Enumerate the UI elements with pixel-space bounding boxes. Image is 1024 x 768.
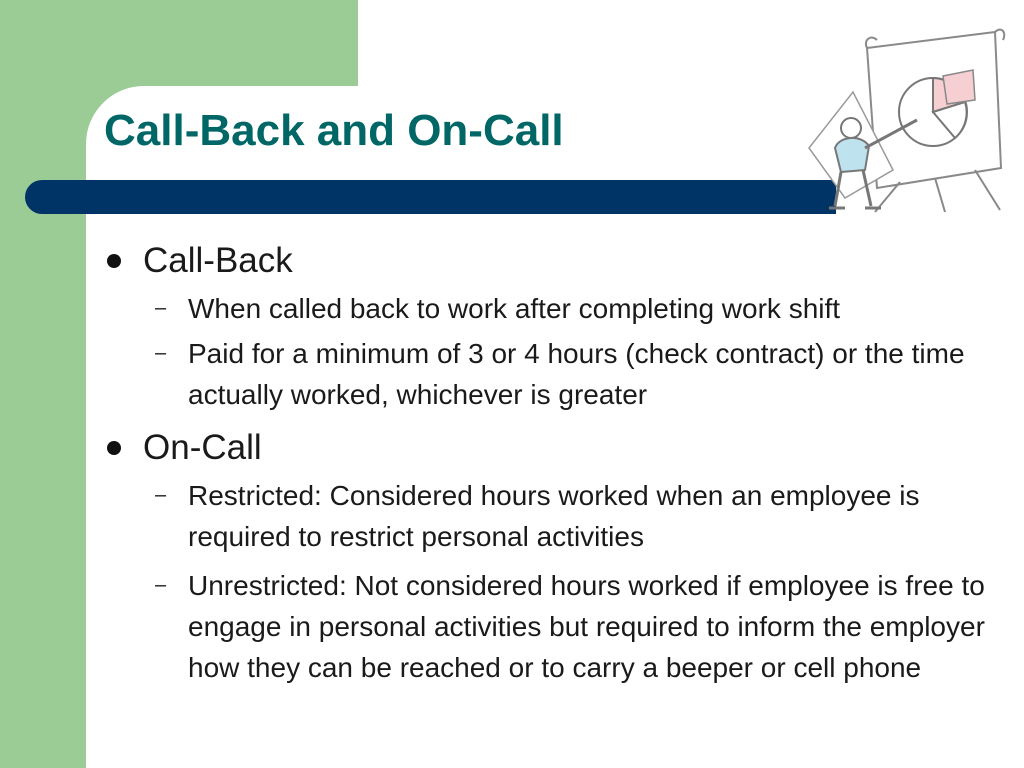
sub-bullet <box>105 565 1005 688</box>
dash-icon: – <box>155 484 167 506</box>
sub-bullet-text: Unrestricted: Not considered hours worked if employee is free to engage in personal activities but required to inform the employer how they can be reached or to carry a beeper or cell phone <box>188 570 985 683</box>
dash-icon: – <box>155 297 167 319</box>
bullet-call-back <box>105 240 1005 282</box>
title-underline-bar <box>25 180 836 214</box>
sub-bullet <box>105 333 1005 415</box>
dash-icon: – <box>155 342 167 364</box>
presenter-pie-chart-easel-icon <box>805 20 1010 215</box>
slide-body <box>105 240 1005 688</box>
bullet-text: Call-Back <box>143 241 293 280</box>
sub-bullet-text: When called back to work after completing work shift <box>188 293 841 324</box>
bullet-dot-icon <box>107 441 121 455</box>
bullet-dot-icon <box>107 254 121 268</box>
sub-bullet <box>105 288 1005 329</box>
dash-icon: – <box>155 574 167 596</box>
sub-bullet <box>105 475 1005 557</box>
bullet-text: On-Call <box>143 428 262 467</box>
sub-bullet-text: Restricted: Considered hours worked when an employee is required to restrict personal activities <box>188 480 920 552</box>
bullet-on-call <box>105 427 1005 469</box>
sub-bullet-text: Paid for a minimum of 3 or 4 hours (check contract) or the time actually worked, whichever is greater <box>188 338 965 410</box>
slide-title: Call-Back and On-Call <box>104 106 564 155</box>
